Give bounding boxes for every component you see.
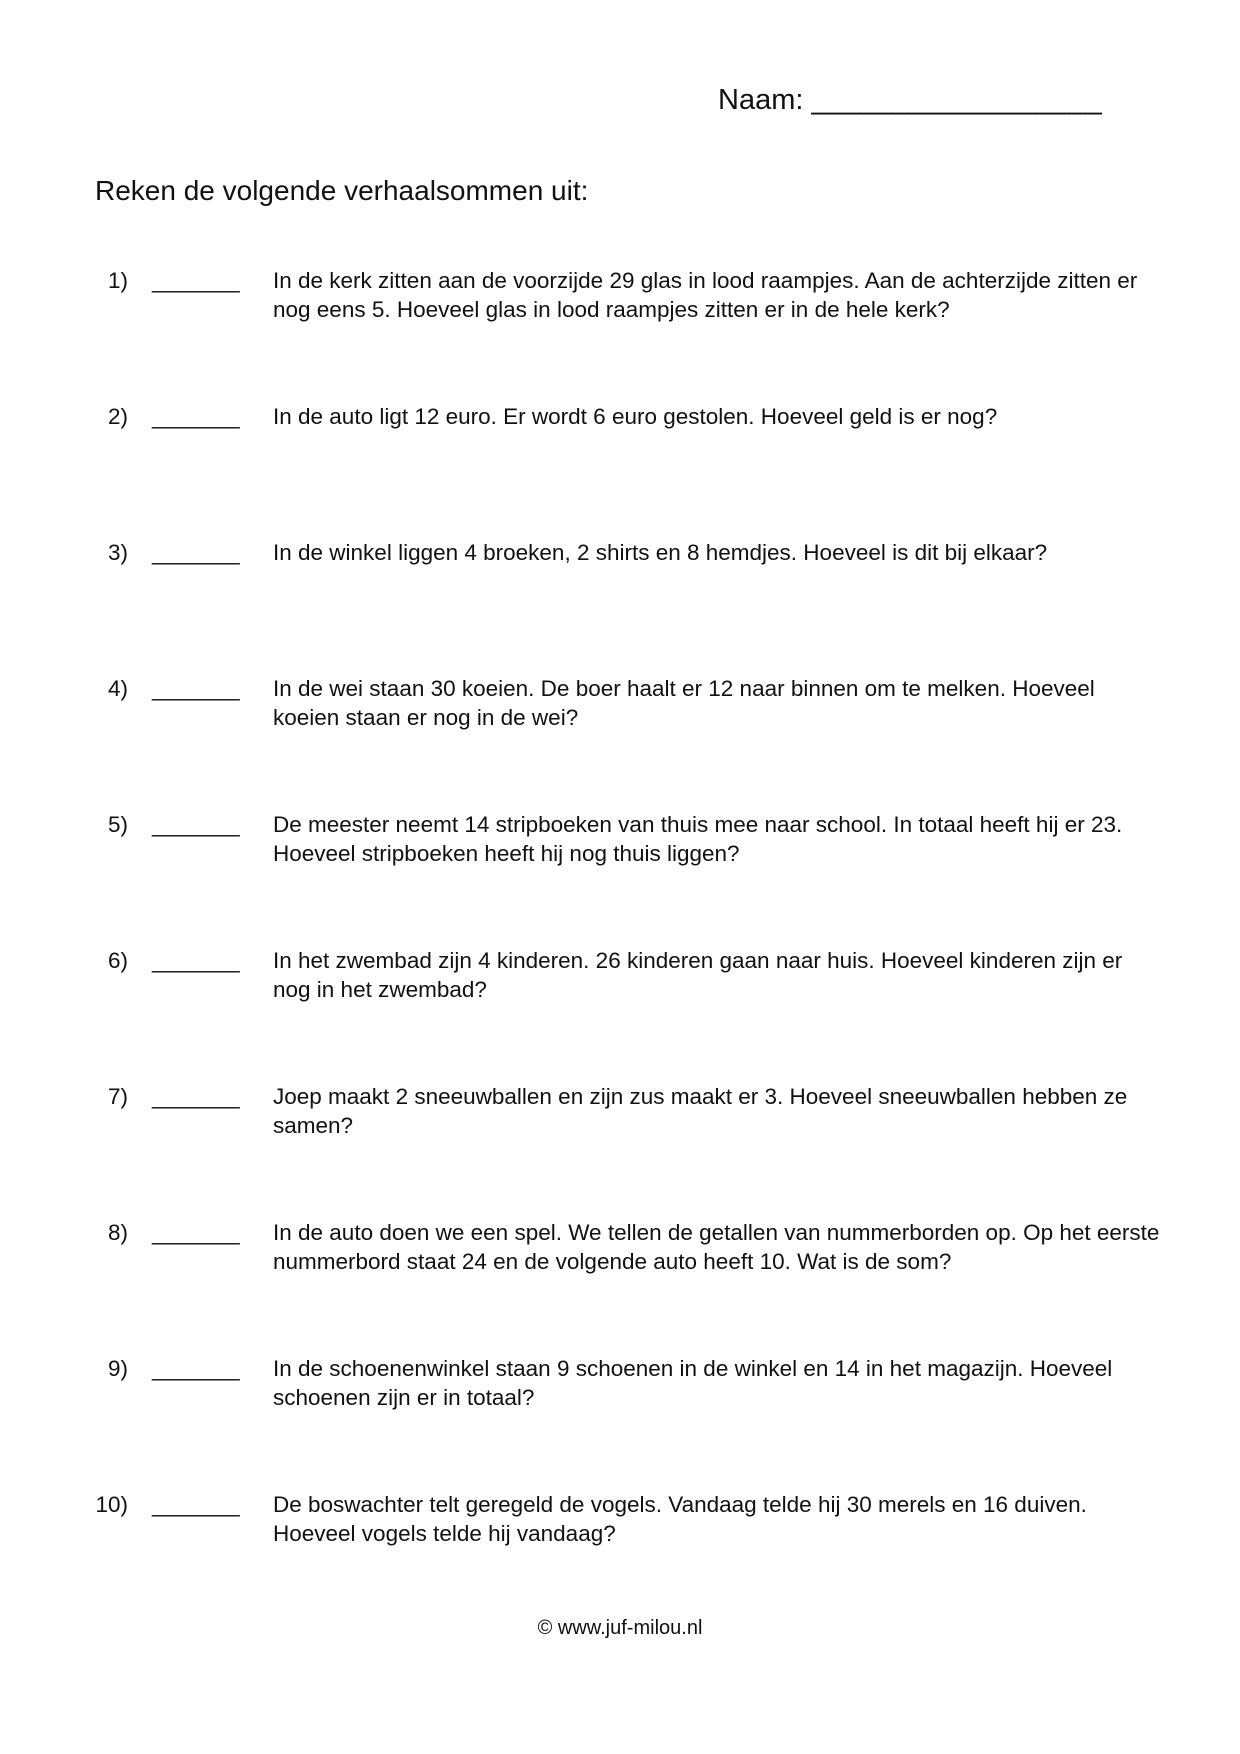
answer-blank[interactable]: _______	[152, 404, 240, 429]
question-number: 6)	[107, 948, 128, 973]
question-text: In de auto ligt 12 euro. Er wordt 6 euro gestolen. Hoeveel geld is er nog?	[273, 404, 998, 429]
question-number: 10)	[95, 1492, 128, 1517]
question-text: In de kerk zitten aan de voorzijde 29 glas in lood raampjes. Aan de achterzijde zitten er nog eens 5. Hoeveel glas in lood raampjes zitten er in de hele kerk?	[273, 268, 1138, 322]
answer-blank[interactable]: _______	[152, 1356, 240, 1381]
question-text: In het zwembad zijn 4 kinderen. 26 kinderen gaan naar huis. Hoeveel kinderen zijn er nog in het zwembad?	[273, 948, 1123, 1002]
answer-blank[interactable]: _______	[152, 1220, 240, 1245]
question-text: In de schoenenwinkel staan 9 schoenen in de winkel en 14 in het magazijn. Hoeveel schoenen zijn er in totaal?	[273, 1356, 1113, 1410]
answer-blank[interactable]: _______	[152, 1084, 240, 1109]
question-text: De meester neemt 14 stripboeken van thuis mee naar school. In totaal heeft hij er 23. Hoeveel stripboeken heeft hij nog thuis liggen?	[273, 812, 1123, 866]
answer-blank[interactable]: _______	[152, 1492, 240, 1517]
answer-blank[interactable]: _______	[152, 948, 240, 973]
question-number: 3)	[107, 540, 128, 565]
question-number: 7)	[107, 1084, 128, 1109]
answer-blank[interactable]: _______	[152, 812, 240, 837]
answer-blank[interactable]: _______	[152, 268, 240, 293]
question-number: 5)	[107, 812, 128, 837]
question-number: 4)	[107, 676, 128, 701]
question-number: 1)	[107, 268, 128, 293]
question-text: In de winkel liggen 4 broeken, 2 shirts en 8 hemdjes. Hoeveel is dit bij elkaar?	[273, 540, 1048, 565]
question-number: 2)	[107, 404, 128, 429]
question-number: 8)	[107, 1220, 128, 1245]
question-text: In de wei staan 30 koeien. De boer haalt er 12 naar binnen om te melken. Hoeveel koeien staan er nog in de wei?	[273, 676, 1095, 730]
question-text: De boswachter telt geregeld de vogels. Vandaag telde hij 30 merels en 16 duiven. Hoeveel vogels telde hij vandaag?	[273, 1492, 1087, 1546]
copyright-footer: © www.juf-milou.nl	[537, 1617, 703, 1639]
answer-blank[interactable]: _______	[152, 676, 240, 701]
question-text: In de auto doen we een spel. We tellen de getallen van nummerborden op. Op het eerste nummerbord staat 24 en de volgende auto heeft 10. Wat is de som?	[273, 1220, 1160, 1274]
question-number: 9)	[107, 1356, 128, 1381]
worksheet-title: Reken de volgende verhaalsommen uit:	[95, 175, 589, 206]
name-field[interactable]: Naam: __________________	[718, 84, 1102, 116]
question-text: Joep maakt 2 sneeuwballen en zijn zus maakt er 3. Hoeveel sneeuwballen hebben ze samen?	[273, 1084, 1128, 1138]
answer-blank[interactable]: _______	[152, 540, 240, 565]
